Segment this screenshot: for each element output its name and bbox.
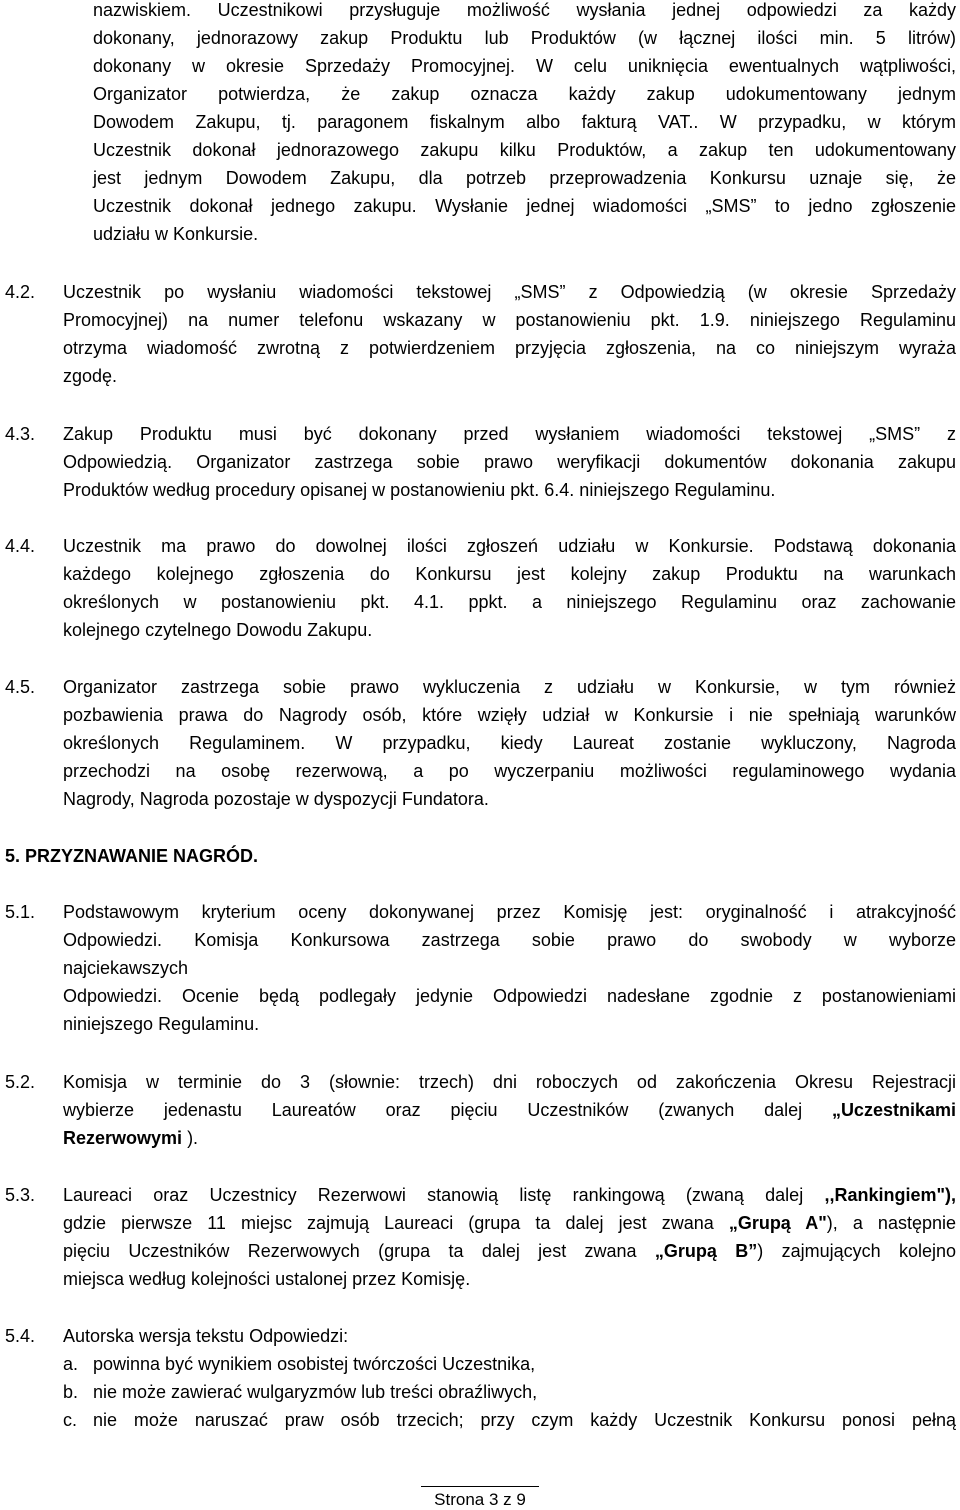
section-body: [63, 278, 956, 390]
section-number: 4.3.: [5, 424, 36, 444]
text-run: ), a następnie: [826, 1213, 956, 1233]
page-number: Strona 3 z 9: [434, 1490, 526, 1509]
section-line: Zakup Produktu musi być dokonany przed wysłaniem wiadomości tekstowej „SMS” z: [63, 424, 956, 444]
list-text: nie może naruszać praw osób trzecich; przy czym każdy Uczestnik Konkursu ponosi pełną: [93, 1410, 956, 1430]
text-run: ) zajmujących kolejno: [757, 1241, 956, 1261]
section-number: 5.2.: [5, 1072, 36, 1092]
bold-term: „Grupą B”: [654, 1241, 758, 1261]
section-number: 5.3.: [5, 1185, 36, 1205]
section-line: Uczestnik ma prawo do dowolnej ilości zgłoszeń udziału w Konkursie. Podstawą dokonania: [63, 536, 956, 556]
text-run: ).: [187, 1128, 199, 1148]
intro-line: Dowodem Zakupu, tj. paragonem fiskalnym albo fakturą VAT.. W przypadku, w którym: [93, 112, 956, 132]
bold-term: „Uczestnikami: [831, 1100, 956, 1120]
section-line: Organizator zastrzega sobie prawo wykluczenia z udziału w Konkursie, w tym również: [63, 677, 956, 697]
intro-line: dokonany, jednorazowy zakup Produktu lub Produktów (w łącznej ilości min. 5 litrów): [93, 28, 956, 48]
section-line: otrzyma wiadomość zwrotną z potwierdzeniem przyjęcia zgłoszenia, na co niniejszym wyraża: [63, 338, 956, 358]
section-line: określonych w postanowieniu pkt. 4.1. ppkt. a niniejszego Regulaminu oraz zachowanie: [63, 592, 956, 612]
list-text: nie może zawierać wulgaryzmów lub treści obraźliwych,: [93, 1382, 538, 1402]
section-line: [63, 1124, 956, 1152]
list-letter: c.: [63, 1410, 78, 1430]
section-line: miejsca według kolejności ustalonej przez Komisję.: [63, 1269, 471, 1289]
section-heading: 5. PRZYZNAWANIE NAGRÓD.: [5, 846, 259, 866]
section-number: 4.5.: [5, 677, 36, 697]
section-number: 5.4.: [5, 1326, 36, 1346]
list-item: [63, 1350, 956, 1378]
bold-term: Rezerwowymi: [63, 1128, 183, 1148]
section-line: Podstawowym kryterium oceny dokonywanej przez Komisję jest: oryginalność i atrakcyjność: [63, 902, 956, 922]
section-number: 5.1.: [5, 902, 36, 922]
section-line: Uczestnik po wysłaniu wiadomości tekstowej „SMS” z Odpowiedzią (w okresie Sprzedaży: [63, 282, 956, 302]
section-line: [63, 1181, 956, 1209]
list-text: powinna być wynikiem osobistej twórczości Uczestnika,: [93, 1354, 536, 1374]
section-line: Promocyjnej) na numer telefonu wskazany w postanowieniu pkt. 1.9. niniejszego Regulaminu: [63, 310, 956, 330]
section-line: Odpowiedzi. Ocenie będą podlegały jedynie Odpowiedzi nadesłane zgodnie z postanowieniami: [63, 986, 956, 1006]
section-body: [63, 532, 956, 644]
section-line: kolejnego czytelnego Dowodu Zakupu.: [63, 620, 373, 640]
text-run: Laureaci oraz Uczestnicy Rezerwowi stanowią listę rankingową (zwaną dalej: [63, 1185, 825, 1205]
section-line: [63, 1096, 956, 1124]
section-body: [63, 420, 956, 504]
section-number: 4.2.: [5, 282, 36, 302]
section-line: każdego kolejnego zgłoszenia do Konkursu jest kolejny zakup Produktu na warunkach: [63, 564, 956, 584]
intro-line: jest jednym Dowodem Zakupu, dla potrzeb przeprowadzenia Konkursu uznaje się, że: [93, 168, 956, 188]
text-run: pięciu Uczestników Rezerwowych (grupa ta dalej jest zwana: [63, 1241, 655, 1261]
section-line: [63, 1237, 956, 1265]
section-body: [63, 1068, 956, 1152]
section-line: Autorska wersja tekstu Odpowiedzi:: [63, 1326, 349, 1346]
intro-paragraph: [93, 0, 956, 248]
bold-term: „Grupą A": [728, 1213, 827, 1233]
list-letter: b.: [63, 1382, 79, 1402]
section-body: [63, 1322, 956, 1434]
list-item: [63, 1378, 956, 1406]
section-line: Produktów według procedury opisanej w postanowieniu pkt. 6.4. niniejszego Regulaminu.: [63, 480, 776, 500]
section-body: [63, 1181, 956, 1293]
section-body: [63, 898, 956, 1038]
section-line: przechodzi na osobę rezerwową, a po wyczerpaniu możliwości regulaminowego wydania: [63, 761, 956, 781]
section-line: określonych Regulaminem. W przypadku, kiedy Laureat zostanie wykluczony, Nagroda: [63, 733, 956, 753]
section-number: 4.4.: [5, 536, 36, 556]
list-item: [63, 1406, 956, 1434]
intro-line: dokonany w okresie Sprzedaży Promocyjnej. W celu uniknięcia ewentualnych wątpliwości,: [93, 56, 956, 76]
section-line: [63, 1209, 956, 1237]
list-letter: a.: [63, 1354, 79, 1374]
section-line: niniejszego Regulaminu.: [63, 1014, 260, 1034]
intro-line: Organizator potwierdza, że zakup oznacza każdy zakup udokumentowany jednym: [93, 84, 956, 104]
section-line: Nagrody, Nagroda pozostaje w dyspozycji Fundatora.: [63, 789, 489, 809]
intro-line: Uczestnik dokonał jednorazowego zakupu kilku Produktów, a zakup ten udokumentowany: [93, 140, 956, 160]
footer-divider: [421, 1486, 539, 1487]
bold-term: ,,Rankingiem"),: [824, 1185, 956, 1205]
section-body: [63, 673, 956, 813]
intro-line: udziału w Konkursie.: [93, 224, 259, 244]
intro-line: nazwiskiem. Uczestnikowi przysługuje możliwość wysłania jednej odpowiedzi za każdy: [93, 0, 956, 20]
section-line: najciekawszych: [63, 958, 189, 978]
section-line: pozbawienia prawa do Nagrody osób, które wzięły udział w Konkursie i nie spełniają warunków: [63, 705, 956, 725]
section-line: Komisja w terminie do 3 (słownie: trzech) dni roboczych od zakończenia Okresu Rejestracji: [63, 1072, 956, 1092]
section-line: Odpowiedzi. Komisja Konkursowa zastrzega sobie prawo do swobody w wyborze: [63, 930, 956, 950]
section-line: zgodę.: [63, 366, 118, 386]
intro-line: Uczestnik dokonał jednego zakupu. Wysłanie jednej wiadomości „SMS” to jedno zgłoszenie: [93, 196, 956, 216]
text-run: gdzie pierwsze 11 miejsc zajmują Laureaci (grupa ta dalej jest zwana: [63, 1213, 729, 1233]
text-run: wybierze jedenastu Laureatów oraz pięciu Uczestników (zwanych dalej: [63, 1100, 832, 1120]
section-line: Odpowiedzią. Organizator zastrzega sobie prawo weryfikacji dokumentów dokonania zakupu: [63, 452, 956, 472]
